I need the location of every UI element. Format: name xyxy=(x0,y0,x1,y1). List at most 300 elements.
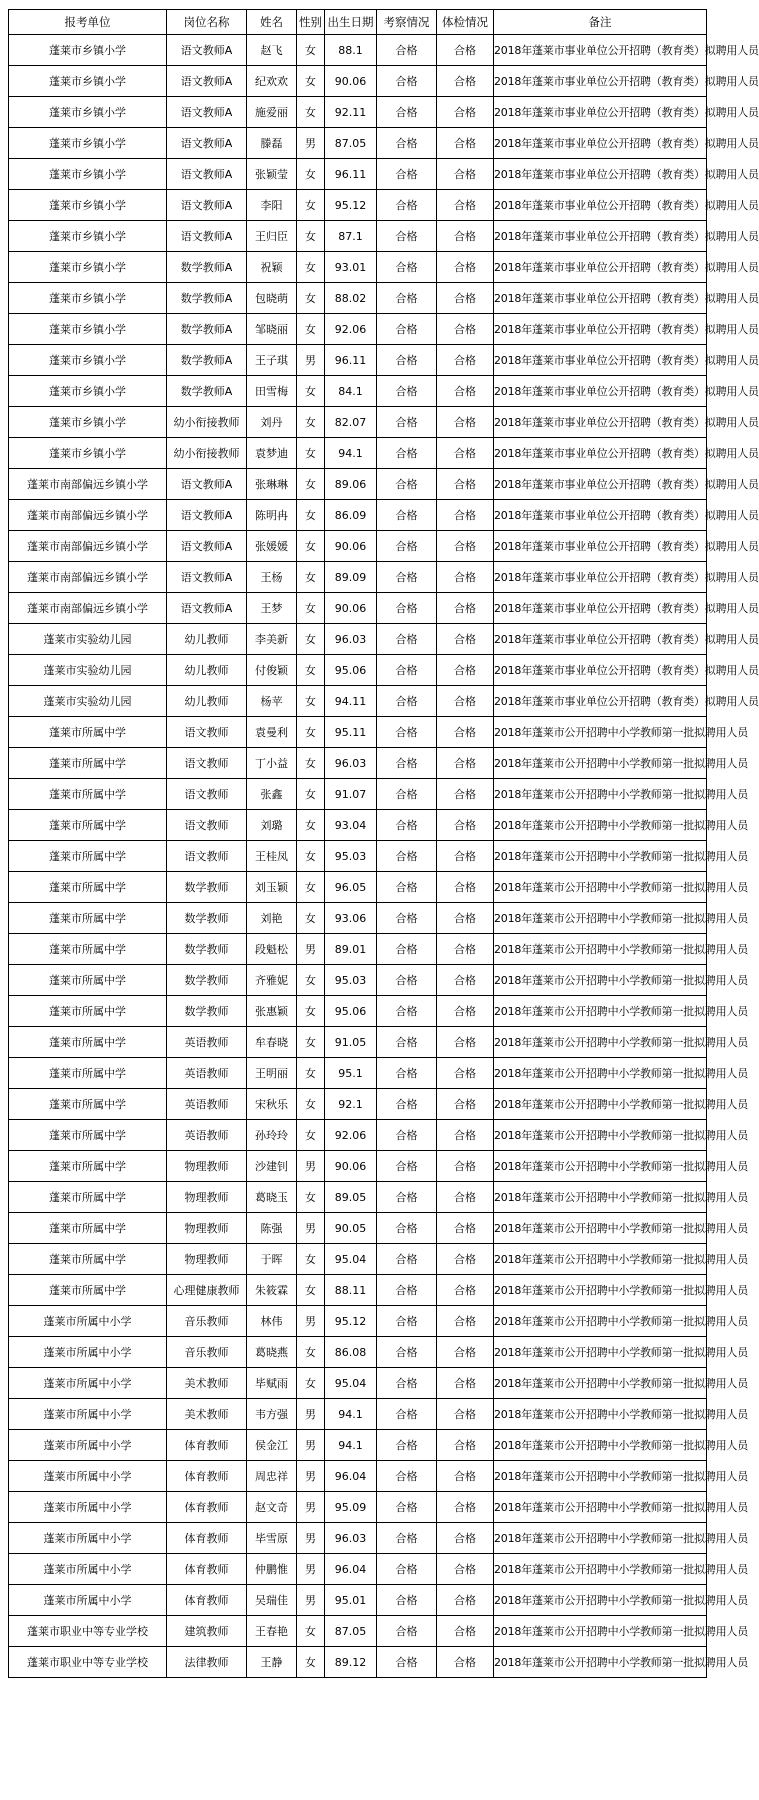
position-cell: 语文教师 xyxy=(167,779,247,810)
birth-date-cell: 96.11 xyxy=(325,345,377,376)
inspection-cell: 合格 xyxy=(377,190,437,221)
gender-cell: 女 xyxy=(297,562,325,593)
remark-cell: 2018年蓬莱市公开招聘中小学教师第一批拟聘用人员 xyxy=(494,1275,707,1306)
position-cell: 语文教师 xyxy=(167,748,247,779)
gender-cell: 女 xyxy=(297,531,325,562)
table-row xyxy=(9,376,707,407)
position-cell: 体育教师 xyxy=(167,1430,247,1461)
inspection-cell: 合格 xyxy=(377,1430,437,1461)
physical-exam-cell: 合格 xyxy=(437,1275,494,1306)
position-cell: 体育教师 xyxy=(167,1492,247,1523)
table-row xyxy=(9,469,707,500)
unit-cell: 蓬莱市所属中学 xyxy=(9,1027,167,1058)
position-cell: 体育教师 xyxy=(167,1554,247,1585)
gender-cell: 男 xyxy=(297,934,325,965)
unit-cell: 蓬莱市所属中小学 xyxy=(9,1554,167,1585)
unit-cell: 蓬莱市乡镇小学 xyxy=(9,438,167,469)
physical-exam-cell: 合格 xyxy=(437,1306,494,1337)
header-row xyxy=(9,10,707,35)
birth-date-cell: 93.06 xyxy=(325,903,377,934)
table-row xyxy=(9,965,707,996)
remark-cell: 2018年蓬莱市事业单位公开招聘（教育类）拟聘用人员 xyxy=(494,376,707,407)
unit-cell: 蓬莱市所属中小学 xyxy=(9,1492,167,1523)
table-row xyxy=(9,1027,707,1058)
table-row xyxy=(9,252,707,283)
gender-cell: 女 xyxy=(297,407,325,438)
unit-cell: 蓬莱市南部偏远乡镇小学 xyxy=(9,500,167,531)
gender-cell: 女 xyxy=(297,655,325,686)
birth-date-cell: 95.01 xyxy=(325,1585,377,1616)
birth-date-cell: 89.09 xyxy=(325,562,377,593)
birth-date-cell: 95.04 xyxy=(325,1244,377,1275)
name-cell: 吴瑞佳 xyxy=(247,1585,297,1616)
inspection-cell: 合格 xyxy=(377,221,437,252)
table-row xyxy=(9,1275,707,1306)
unit-cell: 蓬莱市乡镇小学 xyxy=(9,252,167,283)
table-row xyxy=(9,655,707,686)
gender-cell: 女 xyxy=(297,1244,325,1275)
gender-cell: 女 xyxy=(297,965,325,996)
unit-cell: 蓬莱市南部偏远乡镇小学 xyxy=(9,469,167,500)
table-row xyxy=(9,438,707,469)
name-cell: 袁曼利 xyxy=(247,717,297,748)
position-cell: 语文教师A xyxy=(167,97,247,128)
inspection-cell: 合格 xyxy=(377,1182,437,1213)
inspection-cell: 合格 xyxy=(377,35,437,66)
gender-cell: 女 xyxy=(297,624,325,655)
gender-cell: 女 xyxy=(297,376,325,407)
remark-cell: 2018年蓬莱市事业单位公开招聘（教育类）拟聘用人员 xyxy=(494,345,707,376)
table-row xyxy=(9,407,707,438)
unit-cell: 蓬莱市实验幼儿园 xyxy=(9,624,167,655)
inspection-cell: 合格 xyxy=(377,1647,437,1678)
name-cell: 邹晓丽 xyxy=(247,314,297,345)
remark-cell: 2018年蓬莱市公开招聘中小学教师第一批拟聘用人员 xyxy=(494,965,707,996)
table-row xyxy=(9,128,707,159)
physical-exam-cell: 合格 xyxy=(437,655,494,686)
position-cell: 数学教师 xyxy=(167,872,247,903)
unit-cell: 蓬莱市所属中学 xyxy=(9,1151,167,1182)
birth-date-cell: 90.06 xyxy=(325,531,377,562)
position-cell: 数学教师 xyxy=(167,903,247,934)
remark-cell: 2018年蓬莱市事业单位公开招聘（教育类）拟聘用人员 xyxy=(494,655,707,686)
inspection-cell: 合格 xyxy=(377,841,437,872)
inspection-cell: 合格 xyxy=(377,314,437,345)
remark-cell: 2018年蓬莱市公开招聘中小学教师第一批拟聘用人员 xyxy=(494,1492,707,1523)
table-row xyxy=(9,841,707,872)
header-unit: 报考单位 xyxy=(9,10,167,35)
physical-exam-cell: 合格 xyxy=(437,1399,494,1430)
header-birth-date: 出生日期 xyxy=(325,10,377,35)
physical-exam-cell: 合格 xyxy=(437,717,494,748)
birth-date-cell: 95.03 xyxy=(325,841,377,872)
remark-cell: 2018年蓬莱市事业单位公开招聘（教育类）拟聘用人员 xyxy=(494,159,707,190)
birth-date-cell: 96.11 xyxy=(325,159,377,190)
birth-date-cell: 94.1 xyxy=(325,1430,377,1461)
physical-exam-cell: 合格 xyxy=(437,1430,494,1461)
gender-cell: 男 xyxy=(297,128,325,159)
table-row xyxy=(9,1647,707,1678)
gender-cell: 女 xyxy=(297,841,325,872)
birth-date-cell: 92.06 xyxy=(325,1120,377,1151)
name-cell: 陈明冉 xyxy=(247,500,297,531)
inspection-cell: 合格 xyxy=(377,469,437,500)
remark-cell: 2018年蓬莱市公开招聘中小学教师第一批拟聘用人员 xyxy=(494,872,707,903)
table-row xyxy=(9,1213,707,1244)
remark-cell: 2018年蓬莱市公开招聘中小学教师第一批拟聘用人员 xyxy=(494,1554,707,1585)
birth-date-cell: 95.04 xyxy=(325,1368,377,1399)
inspection-cell: 合格 xyxy=(377,97,437,128)
unit-cell: 蓬莱市职业中等专业学校 xyxy=(9,1616,167,1647)
position-cell: 物理教师 xyxy=(167,1182,247,1213)
birth-date-cell: 92.11 xyxy=(325,97,377,128)
name-cell: 施爱丽 xyxy=(247,97,297,128)
birth-date-cell: 89.06 xyxy=(325,469,377,500)
physical-exam-cell: 合格 xyxy=(437,500,494,531)
gender-cell: 女 xyxy=(297,500,325,531)
remark-cell: 2018年蓬莱市公开招聘中小学教师第一批拟聘用人员 xyxy=(494,1616,707,1647)
position-cell: 幼儿教师 xyxy=(167,686,247,717)
name-cell: 刘丹 xyxy=(247,407,297,438)
physical-exam-cell: 合格 xyxy=(437,810,494,841)
birth-date-cell: 87.05 xyxy=(325,128,377,159)
inspection-cell: 合格 xyxy=(377,810,437,841)
remark-cell: 2018年蓬莱市公开招聘中小学教师第一批拟聘用人员 xyxy=(494,1461,707,1492)
gender-cell: 女 xyxy=(297,1337,325,1368)
position-cell: 语文教师 xyxy=(167,717,247,748)
table-row xyxy=(9,1492,707,1523)
gender-cell: 女 xyxy=(297,1182,325,1213)
gender-cell: 女 xyxy=(297,748,325,779)
birth-date-cell: 90.06 xyxy=(325,1151,377,1182)
name-cell: 陈强 xyxy=(247,1213,297,1244)
position-cell: 体育教师 xyxy=(167,1461,247,1492)
gender-cell: 女 xyxy=(297,159,325,190)
remark-cell: 2018年蓬莱市事业单位公开招聘（教育类）拟聘用人员 xyxy=(494,438,707,469)
name-cell: 王春艳 xyxy=(247,1616,297,1647)
physical-exam-cell: 合格 xyxy=(437,531,494,562)
birth-date-cell: 84.1 xyxy=(325,376,377,407)
gender-cell: 女 xyxy=(297,469,325,500)
position-cell: 体育教师 xyxy=(167,1585,247,1616)
name-cell: 李美新 xyxy=(247,624,297,655)
position-cell: 数学教师A xyxy=(167,314,247,345)
unit-cell: 蓬莱市所属中学 xyxy=(9,717,167,748)
unit-cell: 蓬莱市乡镇小学 xyxy=(9,314,167,345)
position-cell: 物理教师 xyxy=(167,1213,247,1244)
inspection-cell: 合格 xyxy=(377,1027,437,1058)
unit-cell: 蓬莱市乡镇小学 xyxy=(9,376,167,407)
remark-cell: 2018年蓬莱市公开招聘中小学教师第一批拟聘用人员 xyxy=(494,1647,707,1678)
unit-cell: 蓬莱市所属中小学 xyxy=(9,1337,167,1368)
gender-cell: 男 xyxy=(297,1430,325,1461)
inspection-cell: 合格 xyxy=(377,686,437,717)
gender-cell: 男 xyxy=(297,1306,325,1337)
position-cell: 语文教师A xyxy=(167,531,247,562)
position-cell: 幼小衔接教师 xyxy=(167,438,247,469)
birth-date-cell: 91.07 xyxy=(325,779,377,810)
birth-date-cell: 92.1 xyxy=(325,1089,377,1120)
physical-exam-cell: 合格 xyxy=(437,1647,494,1678)
name-cell: 王明丽 xyxy=(247,1058,297,1089)
unit-cell: 蓬莱市乡镇小学 xyxy=(9,221,167,252)
table-row xyxy=(9,593,707,624)
physical-exam-cell: 合格 xyxy=(437,1585,494,1616)
unit-cell: 蓬莱市所属中小学 xyxy=(9,1399,167,1430)
position-cell: 幼小衔接教师 xyxy=(167,407,247,438)
remark-cell: 2018年蓬莱市事业单位公开招聘（教育类）拟聘用人员 xyxy=(494,97,707,128)
remark-cell: 2018年蓬莱市公开招聘中小学教师第一批拟聘用人员 xyxy=(494,1430,707,1461)
unit-cell: 蓬莱市所属中学 xyxy=(9,1089,167,1120)
unit-cell: 蓬莱市乡镇小学 xyxy=(9,283,167,314)
physical-exam-cell: 合格 xyxy=(437,779,494,810)
inspection-cell: 合格 xyxy=(377,1585,437,1616)
physical-exam-cell: 合格 xyxy=(437,965,494,996)
position-cell: 数学教师A xyxy=(167,345,247,376)
physical-exam-cell: 合格 xyxy=(437,438,494,469)
roster-body xyxy=(9,35,759,1678)
unit-cell: 蓬莱市南部偏远乡镇小学 xyxy=(9,531,167,562)
position-cell: 数学教师A xyxy=(167,376,247,407)
position-cell: 体育教师 xyxy=(167,1523,247,1554)
physical-exam-cell: 合格 xyxy=(437,1244,494,1275)
inspection-cell: 合格 xyxy=(377,66,437,97)
unit-cell: 蓬莱市所属中学 xyxy=(9,965,167,996)
name-cell: 田雪梅 xyxy=(247,376,297,407)
physical-exam-cell: 合格 xyxy=(437,469,494,500)
gender-cell: 女 xyxy=(297,283,325,314)
birth-date-cell: 96.04 xyxy=(325,1554,377,1585)
gender-cell: 女 xyxy=(297,1616,325,1647)
birth-date-cell: 95.09 xyxy=(325,1492,377,1523)
physical-exam-cell: 合格 xyxy=(437,624,494,655)
physical-exam-cell: 合格 xyxy=(437,1027,494,1058)
remark-cell: 2018年蓬莱市公开招聘中小学教师第一批拟聘用人员 xyxy=(494,1182,707,1213)
name-cell: 张颖莹 xyxy=(247,159,297,190)
birth-date-cell: 90.06 xyxy=(325,593,377,624)
inspection-cell: 合格 xyxy=(377,934,437,965)
name-cell: 于晖 xyxy=(247,1244,297,1275)
name-cell: 毕赋雨 xyxy=(247,1368,297,1399)
physical-exam-cell: 合格 xyxy=(437,1151,494,1182)
physical-exam-cell: 合格 xyxy=(437,407,494,438)
roster-sheet xyxy=(8,9,759,1678)
name-cell: 宋秋乐 xyxy=(247,1089,297,1120)
remark-cell: 2018年蓬莱市事业单位公开招聘（教育类）拟聘用人员 xyxy=(494,469,707,500)
table-row xyxy=(9,1368,707,1399)
gender-cell: 男 xyxy=(297,1523,325,1554)
birth-date-cell: 82.07 xyxy=(325,407,377,438)
position-cell: 英语教师 xyxy=(167,1120,247,1151)
birth-date-cell: 89.05 xyxy=(325,1182,377,1213)
remark-cell: 2018年蓬莱市事业单位公开招聘（教育类）拟聘用人员 xyxy=(494,66,707,97)
birth-date-cell: 88.11 xyxy=(325,1275,377,1306)
unit-cell: 蓬莱市实验幼儿园 xyxy=(9,655,167,686)
unit-cell: 蓬莱市乡镇小学 xyxy=(9,128,167,159)
inspection-cell: 合格 xyxy=(377,655,437,686)
unit-cell: 蓬莱市职业中等专业学校 xyxy=(9,1647,167,1678)
unit-cell: 蓬莱市所属中学 xyxy=(9,810,167,841)
position-cell: 建筑教师 xyxy=(167,1616,247,1647)
position-cell: 语文教师A xyxy=(167,128,247,159)
remark-cell: 2018年蓬莱市事业单位公开招聘（教育类）拟聘用人员 xyxy=(494,128,707,159)
unit-cell: 蓬莱市所属中小学 xyxy=(9,1585,167,1616)
remark-cell: 2018年蓬莱市公开招聘中小学教师第一批拟聘用人员 xyxy=(494,1399,707,1430)
name-cell: 丁小益 xyxy=(247,748,297,779)
roster-table xyxy=(8,9,759,1678)
name-cell: 纪欢欢 xyxy=(247,66,297,97)
table-row xyxy=(9,35,707,66)
unit-cell: 蓬莱市所属中学 xyxy=(9,934,167,965)
physical-exam-cell: 合格 xyxy=(437,376,494,407)
gender-cell: 女 xyxy=(297,779,325,810)
birth-date-cell: 92.06 xyxy=(325,314,377,345)
position-cell: 语文教师A xyxy=(167,469,247,500)
inspection-cell: 合格 xyxy=(377,531,437,562)
remark-cell: 2018年蓬莱市公开招聘中小学教师第一批拟聘用人员 xyxy=(494,1151,707,1182)
gender-cell: 女 xyxy=(297,221,325,252)
table-row xyxy=(9,345,707,376)
table-row xyxy=(9,1616,707,1647)
name-cell: 杨苹 xyxy=(247,686,297,717)
unit-cell: 蓬莱市所属中小学 xyxy=(9,1523,167,1554)
position-cell: 语文教师A xyxy=(167,562,247,593)
remark-cell: 2018年蓬莱市公开招聘中小学教师第一批拟聘用人员 xyxy=(494,841,707,872)
inspection-cell: 合格 xyxy=(377,1337,437,1368)
gender-cell: 男 xyxy=(297,1585,325,1616)
inspection-cell: 合格 xyxy=(377,1213,437,1244)
unit-cell: 蓬莱市乡镇小学 xyxy=(9,407,167,438)
gender-cell: 男 xyxy=(297,1151,325,1182)
physical-exam-cell: 合格 xyxy=(437,66,494,97)
birth-date-cell: 88.1 xyxy=(325,35,377,66)
table-row xyxy=(9,159,707,190)
gender-cell: 女 xyxy=(297,1058,325,1089)
name-cell: 刘艳 xyxy=(247,903,297,934)
unit-cell: 蓬莱市乡镇小学 xyxy=(9,345,167,376)
inspection-cell: 合格 xyxy=(377,128,437,159)
physical-exam-cell: 合格 xyxy=(437,190,494,221)
table-row xyxy=(9,1399,707,1430)
gender-cell: 女 xyxy=(297,66,325,97)
position-cell: 语文教师 xyxy=(167,841,247,872)
position-cell: 语文教师A xyxy=(167,593,247,624)
name-cell: 葛晓燕 xyxy=(247,1337,297,1368)
physical-exam-cell: 合格 xyxy=(437,748,494,779)
remark-cell: 2018年蓬莱市公开招聘中小学教师第一批拟聘用人员 xyxy=(494,1368,707,1399)
unit-cell: 蓬莱市南部偏远乡镇小学 xyxy=(9,593,167,624)
table-row xyxy=(9,934,707,965)
physical-exam-cell: 合格 xyxy=(437,252,494,283)
name-cell: 孙玲玲 xyxy=(247,1120,297,1151)
unit-cell: 蓬莱市所属中学 xyxy=(9,841,167,872)
remark-cell: 2018年蓬莱市公开招聘中小学教师第一批拟聘用人员 xyxy=(494,903,707,934)
position-cell: 数学教师 xyxy=(167,934,247,965)
table-row xyxy=(9,872,707,903)
name-cell: 毕雪原 xyxy=(247,1523,297,1554)
physical-exam-cell: 合格 xyxy=(437,314,494,345)
name-cell: 王杨 xyxy=(247,562,297,593)
name-cell: 韦方强 xyxy=(247,1399,297,1430)
table-row xyxy=(9,1430,707,1461)
position-cell: 幼儿教师 xyxy=(167,655,247,686)
gender-cell: 女 xyxy=(297,252,325,283)
remark-cell: 2018年蓬莱市事业单位公开招聘（教育类）拟聘用人员 xyxy=(494,407,707,438)
name-cell: 王梦 xyxy=(247,593,297,624)
position-cell: 美术教师 xyxy=(167,1399,247,1430)
gender-cell: 女 xyxy=(297,593,325,624)
name-cell: 王归臣 xyxy=(247,221,297,252)
header-inspection: 考察情况 xyxy=(377,10,437,35)
table-row xyxy=(9,1585,707,1616)
physical-exam-cell: 合格 xyxy=(437,97,494,128)
unit-cell: 蓬莱市所属中学 xyxy=(9,1213,167,1244)
remark-cell: 2018年蓬莱市事业单位公开招聘（教育类）拟聘用人员 xyxy=(494,562,707,593)
physical-exam-cell: 合格 xyxy=(437,1182,494,1213)
inspection-cell: 合格 xyxy=(377,407,437,438)
table-row xyxy=(9,1306,707,1337)
table-row xyxy=(9,748,707,779)
unit-cell: 蓬莱市所属中学 xyxy=(9,1120,167,1151)
unit-cell: 蓬莱市乡镇小学 xyxy=(9,97,167,128)
gender-cell: 女 xyxy=(297,996,325,1027)
inspection-cell: 合格 xyxy=(377,252,437,283)
inspection-cell: 合格 xyxy=(377,1523,437,1554)
gender-cell: 女 xyxy=(297,1120,325,1151)
position-cell: 数学教师A xyxy=(167,283,247,314)
table-row xyxy=(9,810,707,841)
header-remark: 备注 xyxy=(494,10,707,35)
table-row xyxy=(9,1461,707,1492)
inspection-cell: 合格 xyxy=(377,1058,437,1089)
name-cell: 葛晓玉 xyxy=(247,1182,297,1213)
physical-exam-cell: 合格 xyxy=(437,1089,494,1120)
position-cell: 物理教师 xyxy=(167,1151,247,1182)
gender-cell: 男 xyxy=(297,1492,325,1523)
inspection-cell: 合格 xyxy=(377,283,437,314)
table-row xyxy=(9,1182,707,1213)
remark-cell: 2018年蓬莱市公开招聘中小学教师第一批拟聘用人员 xyxy=(494,779,707,810)
position-cell: 语文教师A xyxy=(167,35,247,66)
physical-exam-cell: 合格 xyxy=(437,903,494,934)
birth-date-cell: 96.05 xyxy=(325,872,377,903)
position-cell: 美术教师 xyxy=(167,1368,247,1399)
birth-date-cell: 96.03 xyxy=(325,1523,377,1554)
inspection-cell: 合格 xyxy=(377,593,437,624)
position-cell: 英语教师 xyxy=(167,1089,247,1120)
remark-cell: 2018年蓬莱市公开招聘中小学教师第一批拟聘用人员 xyxy=(494,1585,707,1616)
inspection-cell: 合格 xyxy=(377,500,437,531)
position-cell: 语文教师A xyxy=(167,500,247,531)
remark-cell: 2018年蓬莱市公开招聘中小学教师第一批拟聘用人员 xyxy=(494,1027,707,1058)
unit-cell: 蓬莱市乡镇小学 xyxy=(9,35,167,66)
inspection-cell: 合格 xyxy=(377,1089,437,1120)
table-row xyxy=(9,717,707,748)
remark-cell: 2018年蓬莱市事业单位公开招聘（教育类）拟聘用人员 xyxy=(494,283,707,314)
position-cell: 音乐教师 xyxy=(167,1337,247,1368)
remark-cell: 2018年蓬莱市公开招聘中小学教师第一批拟聘用人员 xyxy=(494,1337,707,1368)
birth-date-cell: 89.01 xyxy=(325,934,377,965)
physical-exam-cell: 合格 xyxy=(437,345,494,376)
birth-date-cell: 91.05 xyxy=(325,1027,377,1058)
gender-cell: 女 xyxy=(297,1089,325,1120)
physical-exam-cell: 合格 xyxy=(437,593,494,624)
name-cell: 朱筱霖 xyxy=(247,1275,297,1306)
inspection-cell: 合格 xyxy=(377,872,437,903)
position-cell: 语文教师A xyxy=(167,159,247,190)
birth-date-cell: 90.06 xyxy=(325,66,377,97)
position-cell: 语文教师A xyxy=(167,190,247,221)
